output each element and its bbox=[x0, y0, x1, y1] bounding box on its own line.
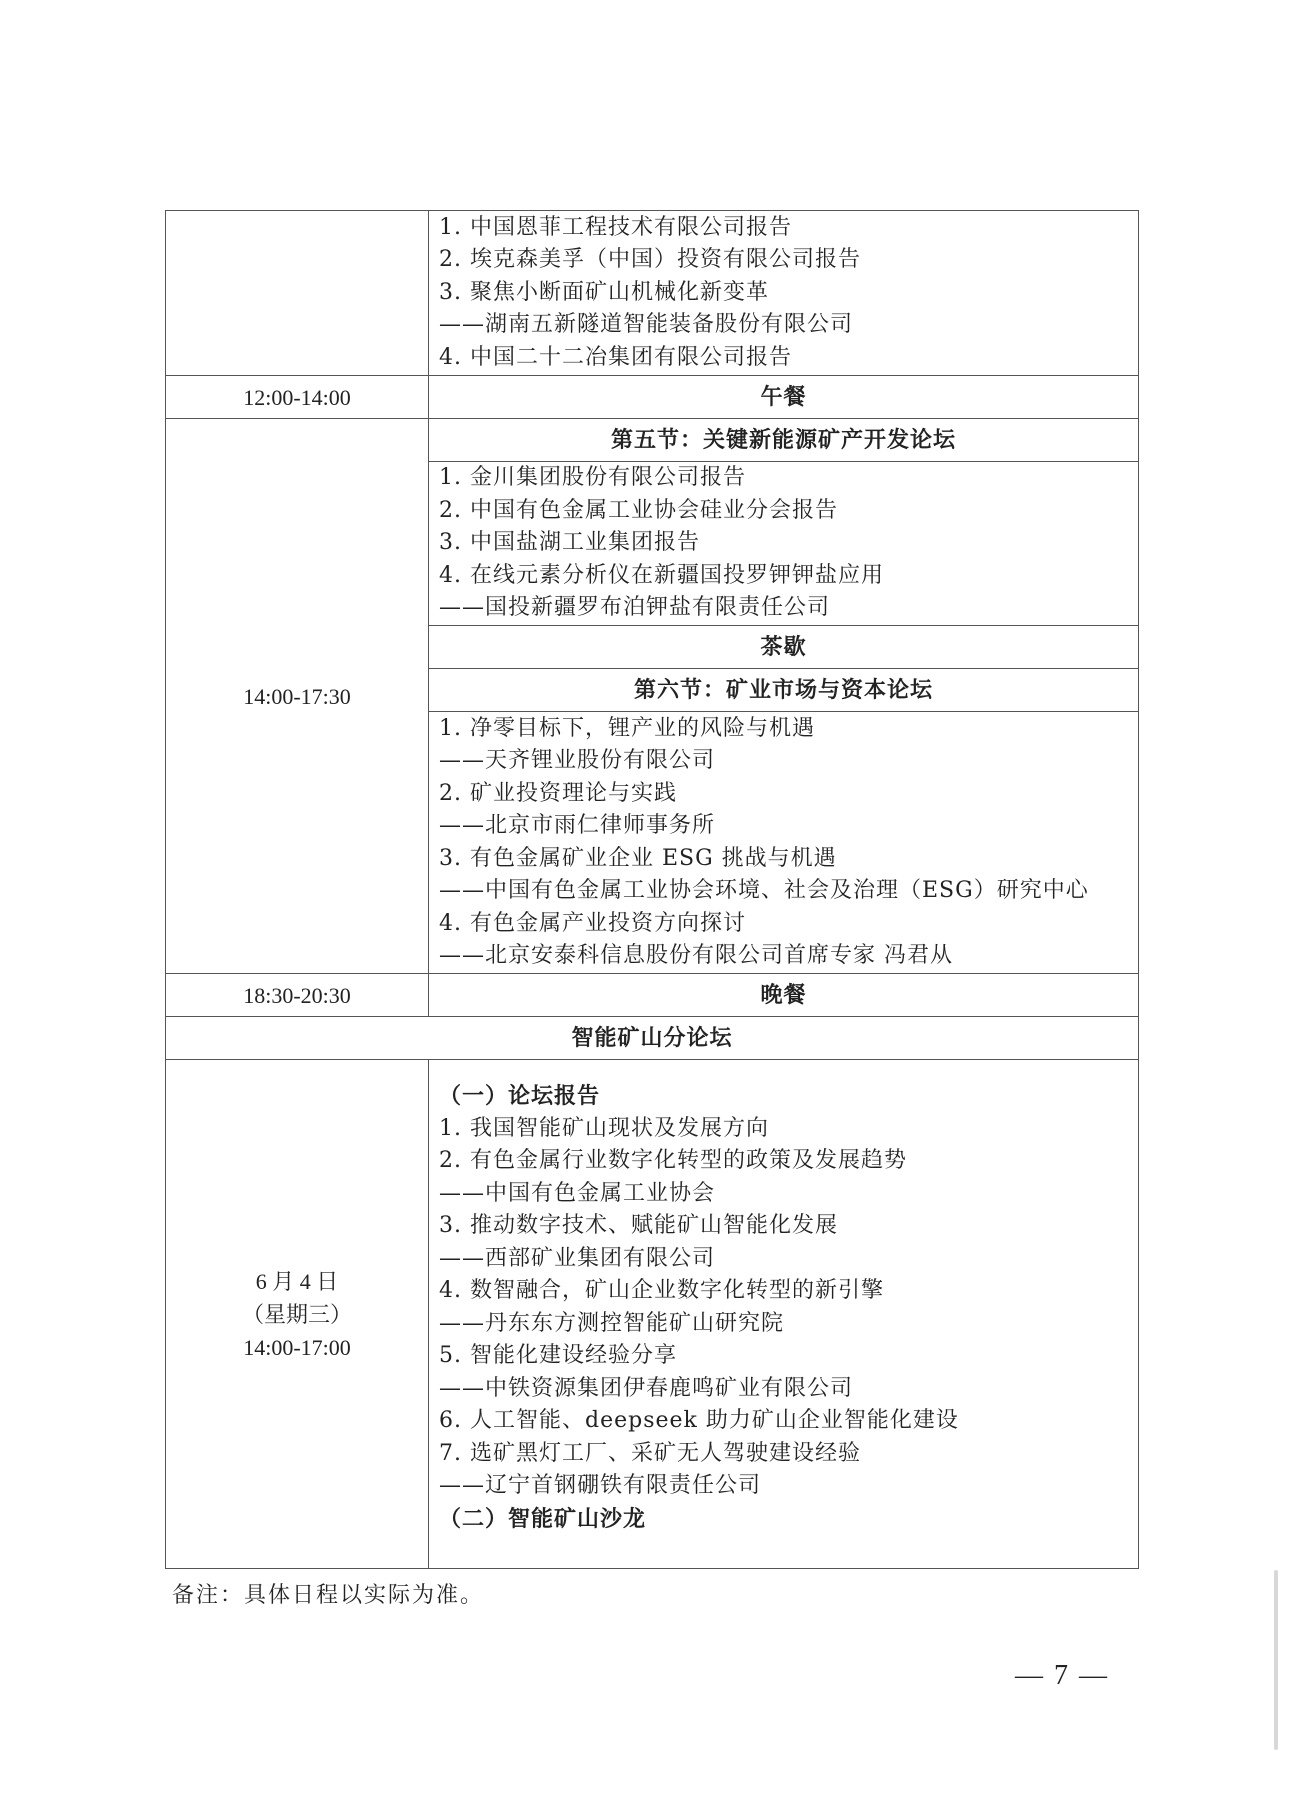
agenda-item: 4. 在线元素分析仪在新疆国投罗钾钾盐应用 bbox=[439, 562, 884, 588]
agenda-item: ——辽宁首钢硼铁有限责任公司 bbox=[439, 1473, 762, 1498]
agenda-item: 2. 中国有色金属工业协会硅业分会报告 bbox=[439, 497, 838, 523]
page-number: — 7 — bbox=[1015, 1660, 1109, 1691]
forum-time: 14:00-17:00 bbox=[243, 1334, 351, 1360]
agenda-item: ——国投新疆罗布泊钾盐有限责任公司 bbox=[439, 595, 831, 621]
agenda-item: 7. 选矿黑灯工厂、采矿无人驾驶建设经验 bbox=[439, 1440, 861, 1466]
table-row bbox=[166, 211, 1139, 376]
forum-part1-title: （一）论坛报告 bbox=[439, 1083, 601, 1109]
lunch-cell bbox=[429, 376, 1139, 419]
section6-title: 第六节：矿业市场与资本论坛 bbox=[633, 677, 933, 703]
agenda-item: 1. 净零目标下，锂产业的风险与机遇 bbox=[439, 715, 815, 741]
agenda-item: ——天齐锂业股份有限公司 bbox=[439, 748, 716, 773]
agenda-item: 4. 有色金属产业投资方向探讨 bbox=[439, 910, 746, 936]
agenda-cell bbox=[429, 712, 1139, 974]
dinner-label: 晚餐 bbox=[760, 982, 807, 1008]
forum-weekday: （星期三） bbox=[241, 1301, 352, 1327]
agenda-item: 1. 金川集团股份有限公司报告 bbox=[439, 465, 746, 491]
forum-title: 智能矿山分论坛 bbox=[571, 1025, 733, 1051]
table-row bbox=[166, 376, 1139, 419]
agenda-item: 2. 埃克森美孚（中国）投资有限公司报告 bbox=[439, 247, 861, 273]
table-row bbox=[166, 974, 1139, 1017]
break-label: 茶歇 bbox=[760, 634, 807, 660]
forum-date-cell bbox=[166, 1060, 429, 1569]
agenda-item: 3. 聚焦小断面矿山机械化新变革 bbox=[439, 279, 769, 305]
agenda-item: ——丹东东方测控智能矿山研究院 bbox=[439, 1310, 785, 1336]
time-cell bbox=[166, 211, 429, 376]
time-cell: 12:00-14:00 bbox=[166, 376, 429, 419]
time-cell: 18:30-20:30 bbox=[166, 974, 429, 1017]
footnote: 备注：具体日程以实际为准。 bbox=[172, 1583, 485, 1608]
forum-title-cell bbox=[166, 1017, 1139, 1060]
agenda-item: ——中国有色金属工业协会环境、社会及治理（ESG）研究中心 bbox=[439, 878, 1089, 903]
agenda-item: 3. 有色金属矿业企业 ESG 挑战与机遇 bbox=[439, 845, 837, 871]
scroll-edge bbox=[1274, 1570, 1278, 1750]
agenda-item: 2. 矿业投资理论与实践 bbox=[439, 780, 677, 806]
agenda-cell bbox=[429, 462, 1139, 626]
agenda-item: ——湖南五新隧道智能装备股份有限公司 bbox=[439, 312, 854, 338]
schedule-table bbox=[165, 210, 1139, 1569]
agenda-item: 1. 中国恩菲工程技术有限公司报告 bbox=[439, 214, 792, 240]
agenda-item: 3. 中国盐湖工业集团报告 bbox=[439, 530, 700, 556]
agenda-item: 1. 我国智能矿山现状及发展方向 bbox=[439, 1115, 769, 1141]
forum-date: 6 月 4 日 bbox=[255, 1268, 339, 1294]
agenda-item: 5. 智能化建设经验分享 bbox=[439, 1343, 677, 1368]
agenda-item: ——北京安泰科信息股份有限公司首席专家 冯君从 bbox=[439, 943, 953, 968]
agenda-item: ——西部矿业集团有限公司 bbox=[439, 1245, 716, 1271]
agenda-item: 2. 有色金属行业数字化转型的政策及发展趋势 bbox=[439, 1148, 907, 1173]
agenda-cell bbox=[429, 211, 1139, 376]
agenda-item: ——中国有色金属工业协会 bbox=[439, 1180, 716, 1206]
section-header-cell bbox=[429, 419, 1139, 462]
agenda-cell bbox=[429, 1060, 1139, 1569]
dinner-cell bbox=[429, 974, 1139, 1017]
break-cell bbox=[429, 626, 1139, 669]
section5-title: 第五节：关键新能源矿产开发论坛 bbox=[610, 427, 956, 453]
time-cell: 14:00-17:30 bbox=[166, 419, 429, 974]
agenda-item: 3. 推动数字技术、赋能矿山智能化发展 bbox=[439, 1213, 838, 1238]
agenda-item: 4. 中国二十二冶集团有限公司报告 bbox=[439, 344, 792, 370]
forum-part2-title: （二）智能矿山沙龙 bbox=[439, 1505, 647, 1532]
agenda-item: 4. 数智融合，矿山企业数字化转型的新引擎 bbox=[439, 1278, 884, 1303]
table-row bbox=[166, 1060, 1139, 1569]
table-row bbox=[166, 419, 1139, 462]
agenda-item: 6. 人工智能、deepseek 助力矿山企业智能化建设 bbox=[439, 1408, 959, 1433]
section-header-cell bbox=[429, 669, 1139, 712]
lunch-label: 午餐 bbox=[760, 384, 807, 410]
agenda-item: ——中铁资源集团伊春鹿鸣矿业有限公司 bbox=[439, 1375, 854, 1401]
agenda-item: ——北京市雨仁律师事务所 bbox=[439, 813, 716, 838]
table-row bbox=[166, 1017, 1139, 1060]
